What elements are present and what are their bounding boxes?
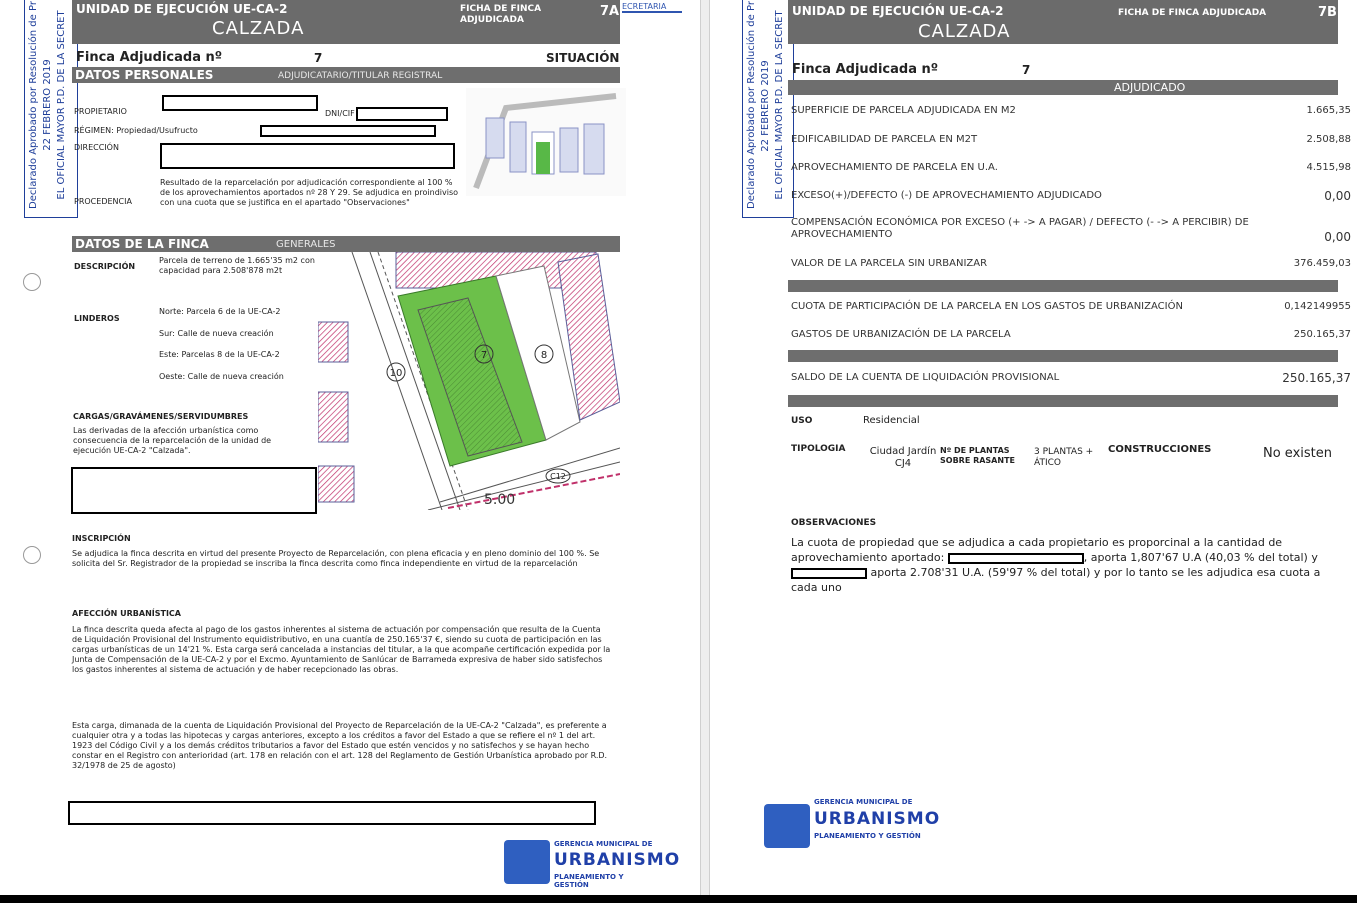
row-gastos — [791, 329, 1351, 341]
header-code-right: 7B — [1318, 5, 1337, 20]
situacion-label: SITUACIÓN — [546, 51, 620, 65]
location-map — [466, 88, 626, 196]
header-ficha-right: FICHA DE FINCA ADJUDICADA — [1118, 8, 1267, 18]
adjudicado-title: ADJUDICADO — [1114, 81, 1186, 94]
finca-label-right: Finca Adjudicada nº — [792, 62, 939, 77]
obs-owner2-redacted — [791, 568, 867, 579]
procedencia-text: Resultado de la reparcelación por adjudicación correspondiente al 100 % de los aprovechamientos aportados nº 28 Y 29. Se adjudica en proindiviso con una cuota que se justifica en el apartado "Observaciones" — [160, 178, 459, 207]
row-saldo-value: 250.165,37 — [1282, 371, 1351, 385]
header-code: 7A — [600, 4, 620, 19]
row-edificabilidad — [791, 134, 1351, 146]
row-superficie-value: 1.665,35 — [1306, 105, 1351, 116]
row-compensacion-label: COMPENSACIÓN ECONÓMICA POR EXCESO (+ -> A PAGAR) / DEFECTO (- -> A PERCIBIR) DE APROVECHAMIENTO — [791, 217, 1249, 240]
carga-preferente-text: Esta carga, dimanada de la cuenta de Liquidación Provisional del Proyecto de Reparcelación de la UE-CA-2 "Calzada", es preferente a cualquier otra y a todas las hipotecas y cargas anteriores, excepto a los créditos a favor del Estado a que se refiere el nº 1 del art. 1923 del Código Civil y a los demás créditos tributarios a favor del Estado que estén vencidos y no satisfechos y se hayan hecho constar en el Registro con anterioridad (art. 178 en relación con el art. 128 del Reglamento de Gestión Urbanística aprobado por R.D. 32/1978 de 25 de agosto) — [72, 721, 608, 770]
construcciones-value: No existen — [1263, 446, 1332, 461]
header-corner-stamp: ECRETARIA — [622, 2, 682, 13]
plantas-value: 3 PLANTAS + ÁTICO — [1034, 447, 1094, 468]
row-edificabilidad-value: 2.508,88 — [1306, 134, 1351, 145]
row-exceso — [791, 190, 1351, 202]
obs-owner1-redacted — [948, 553, 1084, 564]
map-label-dimension: 5.00 — [484, 492, 516, 508]
approval-stamp-right-line-2: 22 FEBRERO 2019 — [760, 60, 771, 152]
lindero-sur: Sur: Calle de nueva creación — [159, 329, 274, 338]
row-valor — [791, 258, 1351, 270]
approval-stamp-right-line-3: EL OFICIAL MAYOR P.D. DE LA SECRET — [774, 10, 785, 200]
uso-label: USO — [791, 416, 813, 426]
urbanismo-logo — [504, 838, 681, 890]
tipologia-label: TIPOLOGIA — [791, 444, 846, 454]
tipologia-value: Ciudad Jardín CJ4 — [869, 446, 937, 469]
map-label-parcel-8: 8 — [540, 350, 548, 361]
urbanismo-logo-right — [764, 796, 941, 856]
logo-right-line-2: URBANISMO — [814, 809, 941, 829]
adjudicado-bar — [788, 80, 1338, 95]
cargas-text: Las derivadas de la afección urbanística como consecuencia de la reparcelación de la unidad de ejecución UE-CA-2 "Calzada". — [73, 426, 272, 455]
separator-1 — [788, 280, 1338, 292]
finca-number-right: 7 — [1022, 63, 1031, 77]
datos-personales-bar — [72, 67, 620, 83]
row-saldo-label: SALDO DE LA CUENTA DE LIQUIDACIÓN PROVISIONAL — [791, 372, 1060, 383]
datos-finca-title: DATOS DE LA FINCA — [75, 237, 209, 251]
propietario-label: PROPIETARIO — [74, 107, 127, 116]
header-ficha: FICHA DE FINCA ADJUDICADA — [460, 4, 542, 25]
datos-finca-sub: GENERALES — [276, 239, 336, 250]
obs-part-3: aporta 2.708'31 U.A. (59'97 % del total) y por lo tanto se les adjudica esa cuota a cada uno — [791, 566, 1321, 594]
procedencia-label: PROCEDENCIA — [74, 197, 132, 206]
plantas-label: Nº DE PLANTAS SOBRE RASANTE — [940, 446, 1015, 465]
finca-number: 7 — [314, 51, 323, 65]
propietario-redacted — [162, 95, 318, 111]
uso-value: Residencial — [863, 415, 920, 426]
separator-3 — [788, 395, 1338, 407]
approval-stamp-line-1: Declarado Aprobado por Resolución de Pr — [28, 1, 39, 209]
signature-redacted — [68, 801, 596, 825]
obs-part-2: , aporta 1,807'67 U.A (40,03 % del total) y — [1083, 551, 1318, 564]
binder-hole-1 — [23, 273, 41, 291]
right-page — [710, 0, 1357, 895]
row-cuota-value: 0,142149955 — [1284, 301, 1351, 312]
observaciones-label: OBSERVACIONES — [791, 518, 877, 528]
header-title-right: UNIDAD DE EJECUCIÓN UE-CA-2 — [792, 4, 1004, 18]
row-cuota — [791, 301, 1351, 313]
logo-right-line-3: PLANEAMIENTO Y GESTIÓN — [814, 832, 921, 840]
descripcion-label: DESCRIPCIÓN — [74, 262, 136, 271]
row-aprovechamiento-value: 4.515,98 — [1306, 162, 1351, 173]
cargas-label: CARGAS/GRAVÁMENES/SERVIDUMBRES — [73, 412, 249, 421]
row-aprovechamiento-label: APROVECHAMIENTO DE PARCELA EN U.A. — [791, 162, 998, 173]
logo-line-1: GERENCIA MUNICIPAL DE — [554, 840, 653, 848]
datos-personales-sub: ADJUDICATARIO/TITULAR REGISTRAL — [278, 71, 443, 81]
construcciones-label: CONSTRUCCIONES — [1108, 444, 1212, 455]
row-compensacion — [791, 217, 1351, 244]
observaciones-text — [791, 535, 1331, 595]
datos-finca-bar — [72, 236, 620, 252]
inscripcion-text: Se adjudica la finca descrita en virtud del presente Proyecto de Reparcelación, con plena eficacia y en pleno dominio del 100 %. Se solicita del Sr. Registrador de la propiedad se inscriba la finca descrita como finca independiente en virtud de la reparcelación — [72, 549, 600, 568]
row-gastos-value: 250.165,37 — [1293, 329, 1351, 340]
row-edificabilidad-label: EDIFICABILIDAD DE PARCELA EN M2T — [791, 134, 978, 145]
separator-2 — [788, 350, 1338, 362]
row-valor-label: VALOR DE LA PARCELA SIN URBANIZAR — [791, 258, 988, 269]
lindero-este: Este: Parcelas 8 de la UE-CA-2 — [159, 350, 280, 359]
logo-emblem-right — [764, 804, 810, 848]
page-gutter — [700, 0, 710, 895]
logo-right-line-1: GERENCIA MUNICIPAL DE — [814, 798, 913, 806]
header-subtitle: CALZADA — [212, 18, 305, 39]
row-cuota-label: CUOTA DE PARTICIPACIÓN DE LA PARCELA EN LOS GASTOS DE URBANIZACIÓN — [791, 301, 1183, 312]
lindero-oeste: Oeste: Calle de nueva creación — [159, 372, 284, 381]
direccion-label: DIRECCIÓN — [74, 143, 119, 152]
row-superficie — [791, 105, 1351, 117]
dni-label: DNI/CIF — [325, 109, 355, 118]
inscripcion-label: INSCRIPCIÓN — [72, 534, 131, 543]
page-header — [72, 0, 620, 44]
dni-redacted — [356, 107, 448, 121]
row-exceso-value: 0,00 — [1324, 189, 1351, 203]
row-gastos-label: GASTOS DE URBANIZACIÓN DE LA PARCELA — [791, 329, 1011, 340]
lindero-norte: Norte: Parcela 6 de la UE-CA-2 — [159, 307, 281, 316]
row-exceso-label: EXCESO(+)/DEFECTO (-) DE APROVECHAMIENTO ADJUDICADO — [791, 190, 1102, 201]
map-label-parcel-7: 7 — [480, 350, 488, 361]
approval-stamp-line-2: 22 FEBRERO 2019 — [42, 59, 53, 151]
datos-personales-title: DATOS PERSONALES — [75, 68, 214, 82]
direccion-redacted — [160, 143, 455, 169]
binder-hole-2 — [23, 546, 41, 564]
afeccion-label: AFECCIÓN URBANÍSTICA — [72, 609, 181, 618]
header-title: UNIDAD DE EJECUCIÓN UE-CA-2 — [76, 2, 288, 16]
logo-line-2: URBANISMO — [554, 850, 681, 870]
row-saldo — [791, 372, 1351, 384]
header-subtitle-right: CALZADA — [918, 21, 1011, 42]
logo-line-3: PLANEAMIENTO Y GESTIÓN — [554, 873, 624, 889]
row-superficie-label: SUPERFICIE DE PARCELA ADJUDICADA EN M2 — [791, 105, 1016, 116]
row-aprovechamiento — [791, 162, 1351, 174]
map-label-parcel-10: 10 — [389, 368, 403, 379]
regimen-redacted — [260, 125, 436, 137]
bottom-bar — [0, 895, 1357, 903]
linderos-label: LINDEROS — [74, 314, 120, 323]
row-compensacion-value: 0,00 — [1324, 230, 1351, 244]
cargas-redacted — [71, 467, 317, 514]
regimen-label: RÉGIMEN: Propiedad/Usufructo — [74, 126, 198, 135]
map-label-c12: C12 — [550, 472, 566, 481]
finca-label: Finca Adjudicada nº — [76, 50, 223, 65]
approval-stamp-right-line-1: Declarado Aprobado por Resolución de Pr — [746, 1, 757, 209]
obs-part-1: La cuota de propiedad que se adjudica a cada propietario es proporcinal a la cantidad de aprovechamiento aportado: — [791, 536, 1283, 564]
parcel-map — [318, 252, 620, 510]
approval-stamp-line-3: EL OFICIAL MAYOR P.D. DE LA SECRET — [56, 10, 67, 200]
afeccion-text: La finca descrita queda afecta al pago de los gastos inherentes al sistema de actuación por compensación que resulta de la Cuenta de Liquidación Provisional del Instrumento equidistributivo, en una cuantía de 250.165'37 €, siendo su cuota de participación en las cargas urbanísticas de un 14'21 %. Esta carga será cancelada a instancias del titular, a la que acompañe certificación expedida por la Junta de Compensación de la UE-CA-2 y por el Excmo. Ayuntamiento de Sanlúcar de Barrameda expresiva de haber sido satisfechos los gastos inherentes al sistema de actuación y de haber recepcionado las obras. — [72, 625, 611, 674]
page-header-right — [788, 0, 1338, 44]
row-valor-value: 376.459,03 — [1293, 258, 1351, 269]
logo-emblem — [504, 840, 550, 884]
descripcion-text: Parcela de terreno de 1.665'35 m2 con capacidad para 2.508'878 m2t — [159, 256, 315, 275]
